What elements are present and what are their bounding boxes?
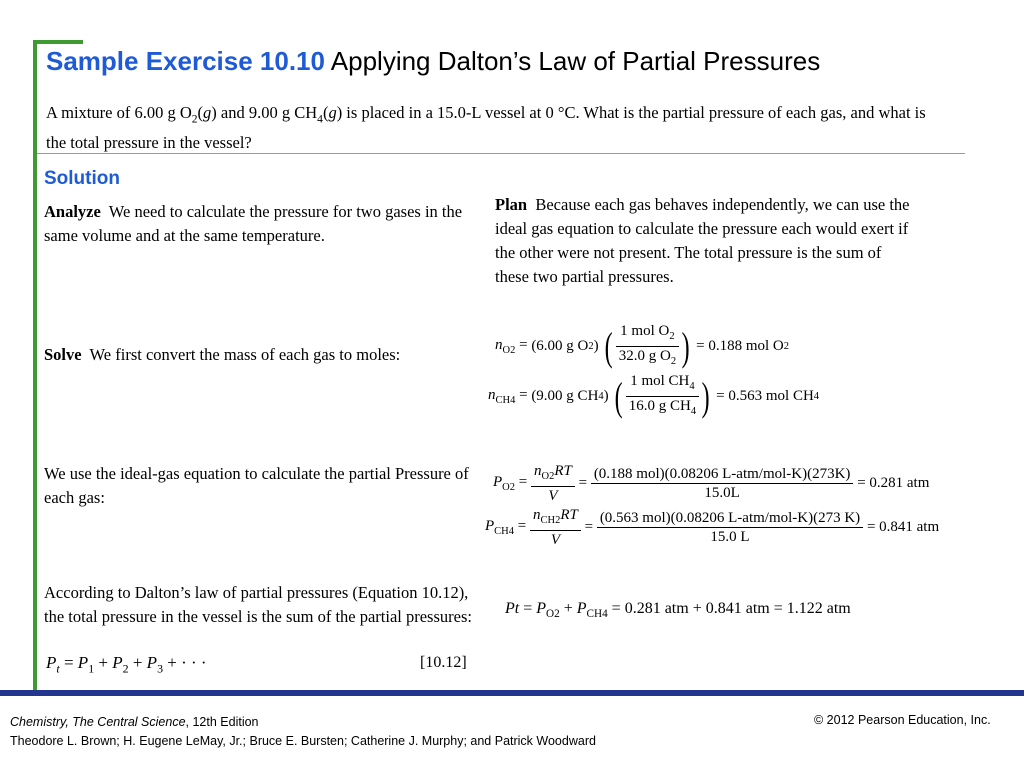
q-phase: g bbox=[328, 103, 337, 122]
footer-citation bbox=[10, 713, 596, 751]
eq-num: 1 mol O bbox=[620, 323, 670, 339]
eq-sub: O2 bbox=[546, 608, 560, 621]
eq-den: 15.0 L bbox=[710, 529, 750, 545]
eq-result: = 0.841 atm bbox=[866, 519, 940, 535]
eq-num: n bbox=[533, 463, 542, 479]
eq-sub: O2 bbox=[541, 471, 555, 482]
eq-num: (0.188 mol)(0.08206 L-atm/mol-K)(273K) bbox=[591, 465, 854, 484]
solve-text: We first convert the mass of each gas to moles: bbox=[89, 345, 401, 364]
ideal-gas-fraction bbox=[530, 506, 581, 549]
footer-book-title: Chemistry, The Central Science bbox=[10, 715, 186, 729]
eq-den: 32.0 g O bbox=[618, 348, 671, 364]
eq-var: Pt bbox=[505, 600, 520, 617]
substituted-fraction bbox=[591, 465, 854, 502]
question-text bbox=[46, 101, 946, 155]
eq-sub: 4 bbox=[598, 391, 604, 402]
eq-op: + · · · bbox=[163, 653, 207, 672]
eq-den: 15.0L bbox=[704, 485, 740, 501]
eq-sub: 2 bbox=[670, 356, 677, 367]
conversion-fraction bbox=[626, 372, 699, 421]
eq-result: = 0.281 atm bbox=[857, 475, 930, 491]
analyze-label: Analyze bbox=[44, 202, 101, 221]
q-sub: 4 bbox=[317, 113, 323, 126]
eq-op: + bbox=[94, 653, 113, 672]
title-rest: Applying Dalton’s Law of Partial Pressures bbox=[330, 46, 821, 76]
eq-sub: O2 bbox=[502, 345, 516, 356]
equation-moles-o2: $n_{O2} = (6.00$ g O2) ( $\frac{1 mol O_2}{32.0 g O_2}$ ) = 0.188 mol O2 bbox=[495, 322, 789, 371]
eq-num: n bbox=[532, 507, 541, 523]
eq-var: P bbox=[77, 653, 89, 672]
eq-sub: CH4 bbox=[494, 526, 515, 537]
plan-text: Because each gas behaves independently, we can use the ideal gas equation to calculate the pressure each would exert if the other were not present. The total pressure is the sum of these two partial pressures. bbox=[495, 195, 910, 286]
equation-daltons-law bbox=[46, 653, 207, 676]
ideal-gas-paragraph: We use the ideal-gas equation to calculate the partial Pressure of each gas: bbox=[44, 464, 469, 507]
eq-op: + bbox=[559, 600, 577, 617]
eq-num: RT bbox=[554, 463, 572, 479]
eq-mass: (6.00 g O bbox=[531, 338, 589, 354]
eq-var: P bbox=[536, 600, 547, 617]
eq-op: = bbox=[519, 600, 537, 617]
footer-rule bbox=[0, 690, 1024, 696]
eq-num: (0.563 mol)(0.08206 L-atm/mol-K)(273 K) bbox=[597, 509, 863, 528]
eq-sub: t bbox=[56, 661, 60, 676]
eq-sub: 2 bbox=[588, 341, 594, 352]
footer-book-line bbox=[10, 713, 596, 732]
eq-sub: 2 bbox=[122, 661, 129, 676]
solve-paragraph bbox=[44, 343, 484, 367]
footer-authors: Theodore L. Brown; H. Eugene LeMay, Jr.; Bruce E. Bursten; Catherine J. Murphy; and Patrick Woodward bbox=[10, 734, 596, 748]
ideal-gas-fraction bbox=[531, 462, 575, 505]
dalton-paragraph: According to Dalton’s law of partial pressures (Equation 10.12), the total pressure in the vessel is the sum of the partial pressures: bbox=[44, 583, 472, 626]
plan-label: Plan bbox=[495, 195, 528, 214]
equation-moles-ch4: $n_{CH4} = (9.00$ g CH4) ( $\frac{1 mol CH_4}{16.0 g CH_4}$ ) = 0.563 mol CH4 bbox=[488, 372, 819, 421]
footer-edition: , 12th Edition bbox=[185, 715, 259, 729]
eq-sub: 4 bbox=[813, 391, 820, 402]
equation-total-pressure bbox=[505, 600, 851, 620]
plan-paragraph bbox=[495, 193, 915, 289]
analyze-text: We need to calculate the pressure for two gases in the same volume and at the same temperature. bbox=[44, 202, 463, 245]
eq-var: P bbox=[493, 474, 503, 490]
eq-sub: CH4 bbox=[586, 608, 608, 621]
eq-result: = 0.188 mol O bbox=[696, 338, 784, 354]
eq-var: P bbox=[576, 600, 587, 617]
eq-sub: 2 bbox=[783, 341, 790, 352]
eq-den: V bbox=[548, 488, 558, 504]
eq-sub: 3 bbox=[157, 661, 164, 676]
q-phase: g bbox=[203, 103, 212, 122]
eq-result: = 0.281 atm + 0.841 atm = 1.122 atm bbox=[607, 600, 851, 617]
eq-sub: O2 bbox=[502, 482, 516, 493]
eq-var: n bbox=[495, 337, 503, 353]
eq-sub: 4 bbox=[690, 406, 697, 417]
conversion-fraction bbox=[616, 322, 679, 371]
eq-sub: 4 bbox=[689, 381, 695, 392]
separator-line bbox=[37, 153, 965, 154]
eq-sub: CH4 bbox=[495, 395, 516, 406]
eq-den: 16.0 g CH bbox=[628, 398, 691, 414]
title-lead: Sample Exercise 10.10 bbox=[46, 46, 325, 76]
eq-sub: 1 bbox=[88, 661, 95, 676]
eq-op: = bbox=[59, 653, 78, 672]
substituted-fraction bbox=[597, 509, 863, 546]
eq-result: = 0.563 mol CH bbox=[716, 388, 814, 404]
eq-var: P bbox=[112, 653, 123, 672]
eq-sub: 2 bbox=[669, 331, 675, 342]
equation-number: [10.12] bbox=[420, 654, 467, 671]
eq-op: + bbox=[128, 653, 147, 672]
eq-num: RT bbox=[560, 507, 578, 523]
solution-heading: Solution bbox=[44, 168, 120, 189]
footer-copyright: © 2012 Pearson Education, Inc. bbox=[814, 713, 991, 727]
eq-mass: (9.00 g CH bbox=[531, 388, 599, 404]
eq-var: P bbox=[146, 653, 158, 672]
equation-pressure-ch4: $P_{CH4}$ = $\frac{n_{CH2}RT}{V}$ = $\frac{\text{(0.563 mol)(0.08206 L-atm/mol-K)(273 K)}}{15.0 L}$ = 0.841 atm bbox=[485, 507, 940, 548]
accent-tick bbox=[33, 40, 83, 44]
q-part: ) and 9.00 g CH bbox=[211, 103, 318, 122]
equation-pressure-o2: $P_{O2}$ = $\frac{n_{O2}RT}{V}$ = $\frac{\text{(0.188 mol)(0.08206 L-atm/mol-K)(273K)}}{15.0L}$ = 0.281 atm bbox=[493, 463, 930, 504]
q-part: ) is placed in a 15.0-L vessel at 0 °C. What is the partial pressure of each gas, and what is the total pressure in the vessel? bbox=[46, 103, 926, 153]
q-sub: 2 bbox=[191, 113, 198, 126]
eq-sub: CH2 bbox=[540, 515, 561, 526]
q-part: A mixture of 6.00 g O bbox=[46, 103, 192, 122]
solve-label: Solve bbox=[44, 345, 82, 364]
analyze-paragraph bbox=[44, 200, 489, 248]
slide-title bbox=[46, 46, 820, 77]
eq-var: n bbox=[488, 387, 496, 403]
eq-var: P bbox=[485, 518, 495, 534]
q-part: ( bbox=[322, 103, 329, 122]
eq-num: 1 mol CH bbox=[630, 373, 690, 389]
q-part: ( bbox=[197, 103, 204, 122]
eq-var: P bbox=[46, 653, 57, 672]
accent-bar bbox=[33, 44, 37, 690]
eq-den: V bbox=[550, 532, 560, 548]
